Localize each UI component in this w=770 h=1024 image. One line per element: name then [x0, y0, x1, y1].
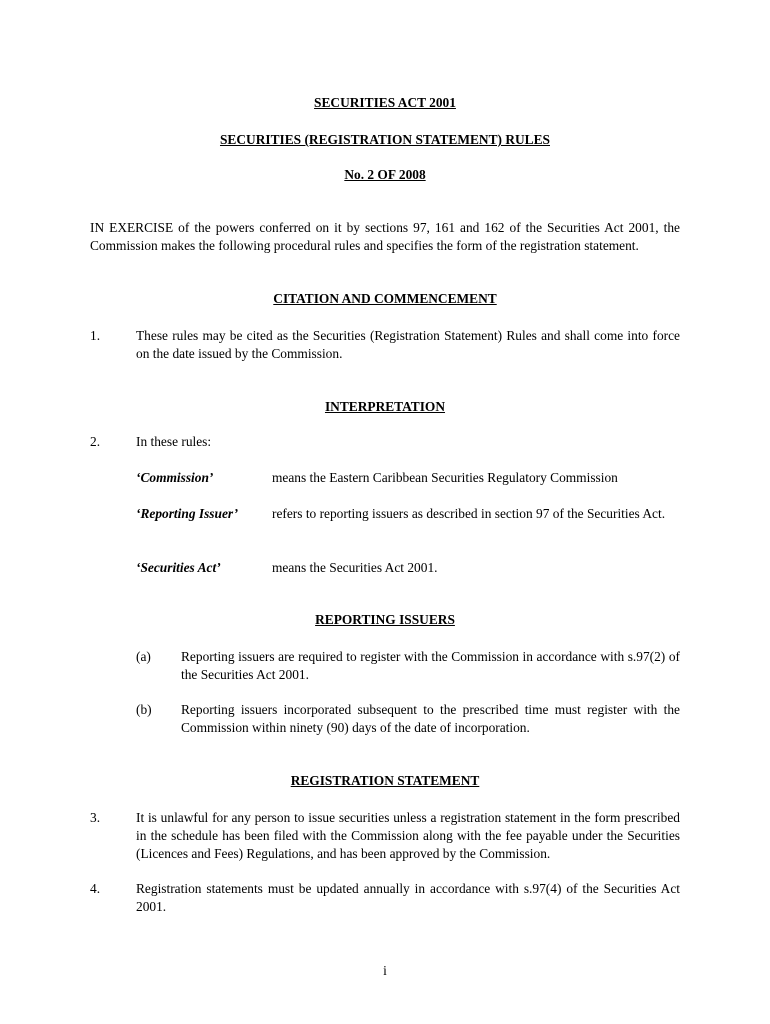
rule-number-4: 4. [90, 881, 101, 896]
citation-heading: CITATION AND COMMENCEMENT [273, 291, 497, 306]
preamble: IN EXERCISE of the powers conferred on it by sections 97, 161 and 162 of the Securities Act 2001, the Commission makes the following procedural rules and specifies the form of the registration statement. [90, 220, 680, 253]
sub-item-text: Reporting issuers incorporated subsequent to the prescribed time must register with the Commission within ninety (90) days of the date of incorporation. [181, 702, 680, 735]
rule-text-3: It is unlawful for any person to issue securities unless a registration statement in the form prescribed in the schedule has been filed with the Commission along with the fee payable under the Securities (Licences and Fees) Regulations, and has been approved by the Commission. [136, 810, 680, 861]
definition-term: ‘Commission’ [136, 470, 214, 485]
sub-item-text: Reporting issuers are required to register with the Commission in accordance with s.97(2) of the Securities Act 2001. [181, 649, 680, 682]
page-number: i [383, 963, 387, 978]
definition-term: ‘Reporting Issuer’ [136, 506, 239, 521]
interpretation-intro: In these rules: [136, 434, 212, 449]
rules-number: No. 2 OF 2008 [344, 167, 426, 182]
sub-item-label: (a) [136, 649, 151, 664]
definition-text: means the Securities Act 2001. [272, 560, 438, 575]
definition-text: means the Eastern Caribbean Securities Regulatory Commission [272, 470, 618, 485]
act-title: SECURITIES ACT 2001 [314, 95, 456, 110]
rule-number-3: 3. [90, 810, 101, 825]
sub-item-label: (b) [136, 702, 152, 717]
definition-term: ‘Securities Act’ [136, 560, 221, 575]
rule-text-4: Registration statements must be updated annually in accordance with s.97(4) of the Securities Act 2001. [136, 881, 680, 914]
rule-number-1: 1. [90, 328, 101, 343]
rule-number-2: 2. [90, 434, 101, 449]
interpretation-heading: INTERPRETATION [324, 399, 446, 414]
reporting-issuers-heading: REPORTING ISSUERS [315, 612, 455, 627]
rule-text-1: These rules may be cited as the Securities (Registration Statement) Rules and shall come into force on the date issued by the Commission. [136, 328, 680, 361]
definition-text: refers to reporting issuers as described in section 97 of the Securities Act. [272, 506, 666, 521]
rules-title: SECURITIES (REGISTRATION STATEMENT) RULES [219, 132, 550, 147]
registration-statement-heading: REGISTRATION STATEMENT [290, 773, 480, 788]
